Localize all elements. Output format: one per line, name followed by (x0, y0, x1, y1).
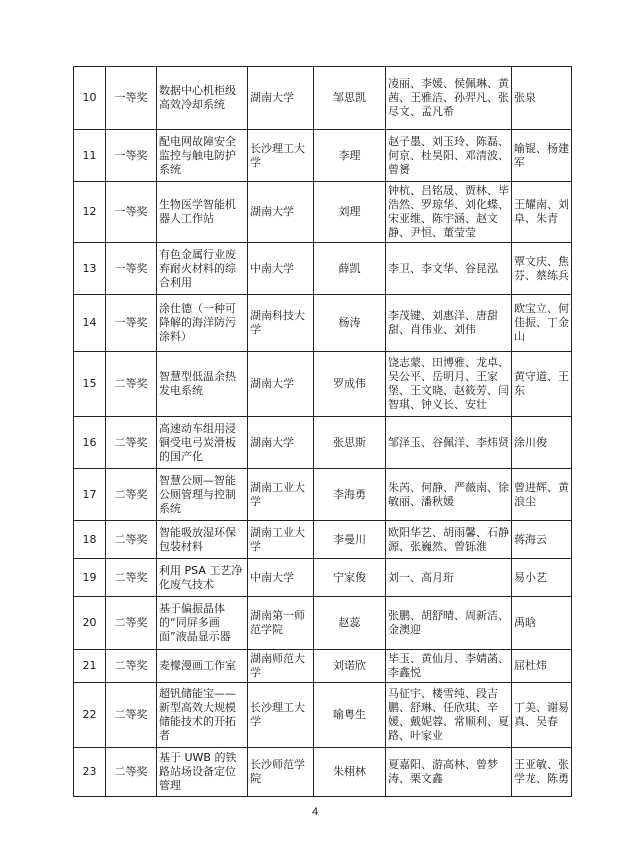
table-row (74, 650, 572, 683)
prize-level: 二等奖 (106, 417, 157, 469)
row-number: 10 (74, 67, 106, 130)
team-members: 刘一、高月珩 (386, 559, 512, 597)
school-name: 长沙理工大学 (248, 130, 314, 182)
team-leader: 杨涛 (314, 295, 386, 352)
prize-level: 二等奖 (106, 352, 157, 417)
row-number: 23 (74, 748, 106, 797)
team-members: 饶志蒙、田博雅、龙卓、吴公平、岳明月、王家堡、王文晓、赵筱芳、闫智琪、钟义长、安壮 (386, 352, 512, 417)
team-members: 钟杭、吕铭晟、贾林、毕浩然、罗琼华、刘化蝶、宋亚维、陈宇涵、赵文静、尹恒、董莹莹 (386, 182, 512, 243)
project-name: 配电网故障安全监控与触电防护系统 (157, 130, 248, 182)
prize-level: 二等奖 (106, 748, 157, 797)
school-name: 湖南师范大学 (248, 650, 314, 683)
advisors: 王耀南、刘阜、朱青 (512, 182, 572, 243)
advisors: 张泉 (512, 67, 572, 130)
advisors: 覃文庆、焦芬、蔡练兵 (512, 243, 572, 295)
prize-level: 一等奖 (106, 67, 157, 130)
table-row (74, 748, 572, 797)
row-number: 17 (74, 469, 106, 521)
school-name: 中南大学 (248, 243, 314, 295)
table-row (74, 182, 572, 243)
project-name: 智慧公厕—智能公厕管理与控制系统 (157, 469, 248, 521)
row-number: 20 (74, 597, 106, 650)
table-row (74, 130, 572, 182)
team-leader: 张思斯 (314, 417, 386, 469)
row-number: 13 (74, 243, 106, 295)
team-members: 毕玉、黄仙月、李婧菡、李鑫悦 (386, 650, 512, 683)
project-name: 生物医学智能机器人工作站 (157, 182, 248, 243)
row-number: 19 (74, 559, 106, 597)
team-members: 凌丽、李媛、侯佩琳、黄茜、王雅洁、孙羿凡、张尽文、孟凡希 (386, 67, 512, 130)
advisors: 蒋海云 (512, 521, 572, 559)
row-number: 11 (74, 130, 106, 182)
project-name: 有色金属行业废弃耐火材料的综合利用 (157, 243, 248, 295)
row-number: 21 (74, 650, 106, 683)
project-name: 智慧型低温余热发电系统 (157, 352, 248, 417)
advisors: 禹晗 (512, 597, 572, 650)
advisors: 欧宝立、何佳振、丁金山 (512, 295, 572, 352)
team-leader: 邹思凯 (314, 67, 386, 130)
team-members: 张鹏、胡舒晴、周新洁、金澳迎 (386, 597, 512, 650)
team-members: 李茂键、刘惠洋、唐甜甜、肖伟业、刘伟 (386, 295, 512, 352)
school-name: 湖南大学 (248, 352, 314, 417)
team-members: 朱芮、何静、严薇南、徐敏丽、潘秋媛 (386, 469, 512, 521)
project-name: 基于 UWB 的铁路站场设备定位管理 (157, 748, 248, 797)
school-name: 中南大学 (248, 559, 314, 597)
team-leader: 薛凯 (314, 243, 386, 295)
team-members: 马征宇、楼雪纯、段吉鹏、舒琳、任欣琪、辛媛、戴妮蓉、常顺利、夏路、叶家业 (386, 683, 512, 748)
prize-level: 一等奖 (106, 295, 157, 352)
school-name: 湖南工业大学 (248, 469, 314, 521)
prize-level: 一等奖 (106, 182, 157, 243)
table-row (74, 295, 572, 352)
school-name: 长沙理工大学 (248, 683, 314, 748)
advisors: 屈杜炜 (512, 650, 572, 683)
project-name: 涂仕德（一种可降解的海洋防污涂料） (157, 295, 248, 352)
prize-level: 二等奖 (106, 469, 157, 521)
row-number: 12 (74, 182, 106, 243)
row-number: 15 (74, 352, 106, 417)
team-members: 欧阳华艺、胡雨馨、石静源、张巍然、曾铄淮 (386, 521, 512, 559)
school-name: 湖南第一师范学院 (248, 597, 314, 650)
table-row (74, 521, 572, 559)
team-leader: 李曼川 (314, 521, 386, 559)
table-row (74, 417, 572, 469)
table-row (74, 597, 572, 650)
advisors: 喻锟、杨建军 (512, 130, 572, 182)
awards-table-body (74, 67, 572, 797)
team-members: 赵子墨、刘玉玲、陈磊、何京、杜昊阳、邓清波、曾赟 (386, 130, 512, 182)
team-leader: 喻粤生 (314, 683, 386, 748)
team-leader: 李理 (314, 130, 386, 182)
project-name: 智能吸放湿环保包装材料 (157, 521, 248, 559)
team-leader: 宁家俊 (314, 559, 386, 597)
prize-level: 二等奖 (106, 683, 157, 748)
awards-table (73, 66, 572, 797)
row-number: 18 (74, 521, 106, 559)
prize-level: 二等奖 (106, 597, 157, 650)
team-leader: 赵蕊 (314, 597, 386, 650)
row-number: 14 (74, 295, 106, 352)
team-leader: 朱栩林 (314, 748, 386, 797)
school-name: 长沙师范学院 (248, 748, 314, 797)
prize-level: 一等奖 (106, 130, 157, 182)
table-row (74, 559, 572, 597)
advisors: 涂川俊 (512, 417, 572, 469)
table-row (74, 67, 572, 130)
school-name: 湖南大学 (248, 182, 314, 243)
school-name: 湖南工业大学 (248, 521, 314, 559)
project-name: 高速动车组用浸铜受电弓炭滑板的国产化 (157, 417, 248, 469)
project-name: 超钒储能宝——新型高效大规模储能技术的开拓者 (157, 683, 248, 748)
prize-level: 二等奖 (106, 521, 157, 559)
project-name: 利用 PSA 工艺净化废气技术 (157, 559, 248, 597)
advisors: 王亚敏、张学龙、陈勇 (512, 748, 572, 797)
team-leader: 李海勇 (314, 469, 386, 521)
project-name: 数据中心机柜级高效冷却系统 (157, 67, 248, 130)
table-row (74, 469, 572, 521)
table-row (74, 352, 572, 417)
school-name: 湖南大学 (248, 417, 314, 469)
table-row (74, 683, 572, 748)
team-members: 夏嘉阳、游高林、曾梦涛、栗文鑫 (386, 748, 512, 797)
row-number: 16 (74, 417, 106, 469)
team-leader: 刘诺欣 (314, 650, 386, 683)
table-row (74, 243, 572, 295)
project-name: 麦檬漫画工作室 (157, 650, 248, 683)
advisors: 易小艺 (512, 559, 572, 597)
page-number: 4 (311, 806, 319, 818)
advisors: 丁美、谢易真、吴春 (512, 683, 572, 748)
prize-level: 二等奖 (106, 650, 157, 683)
school-name: 湖南科技大学 (248, 295, 314, 352)
team-members: 李卫、李文华、谷昆泓 (386, 243, 512, 295)
project-name: 基于偏振晶体的“同屏多画面”液晶显示器 (157, 597, 248, 650)
advisors: 曾进辉、黄浪尘 (512, 469, 572, 521)
advisors: 黄守道、王东 (512, 352, 572, 417)
row-number: 22 (74, 683, 106, 748)
prize-level: 二等奖 (106, 559, 157, 597)
team-members: 邹泽玉、谷佩洋、李炜贤 (386, 417, 512, 469)
prize-level: 一等奖 (106, 243, 157, 295)
team-leader: 罗成伟 (314, 352, 386, 417)
team-leader: 刘理 (314, 182, 386, 243)
school-name: 湖南大学 (248, 67, 314, 130)
